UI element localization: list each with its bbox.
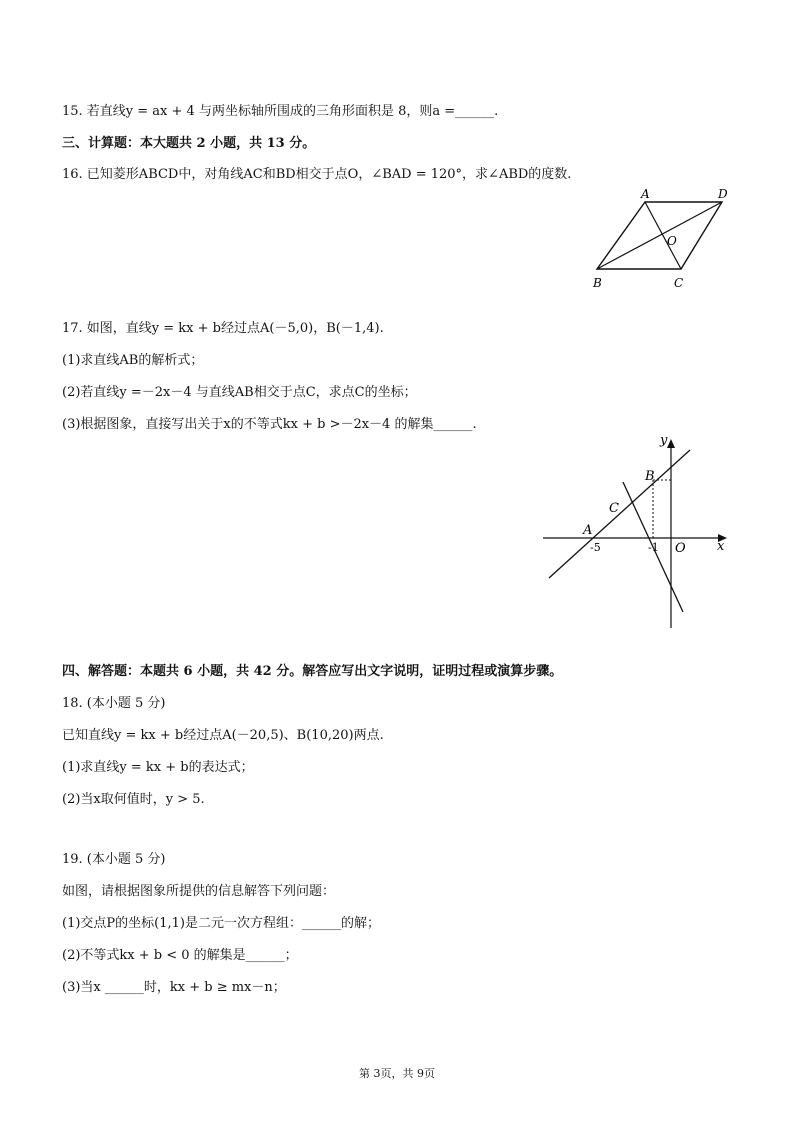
label-A: A <box>583 523 593 538</box>
label-D: D <box>718 187 728 201</box>
section4-heading: 四、解答题：本题共 6 小题，共 42 分。解答应写出文字说明，证明过程或演算步骤。 <box>62 664 563 679</box>
q18-stem: 已知直线y = kx + b经过点A(－20,5)、B(10,20)两点. <box>62 728 384 743</box>
label-O: O <box>667 234 677 248</box>
line-ab <box>549 450 690 578</box>
q19-part1: (1)交点P的坐标(1,1)是二元一次方程组：______的解； <box>62 916 380 931</box>
label-O: O <box>675 541 686 556</box>
label-C: C <box>609 501 619 516</box>
tick-minus1: -1 <box>648 541 659 554</box>
q17-part3: (3)根据图象，直接写出关于x的不等式kx + b >－2x－4 的解集______. <box>62 417 477 432</box>
q18-part2: (2)当x取何值时，y > 5. <box>62 792 205 807</box>
q17-part1: (1)求直线AB的解析式； <box>62 353 204 368</box>
tick-minus5: -5 <box>590 541 601 554</box>
label-A: A <box>641 187 650 201</box>
label-B: B <box>645 469 655 484</box>
label-B: B <box>593 276 602 290</box>
q18-head: 18. (本小题 5 分) <box>62 696 166 711</box>
q17-part2: (2)若直线y =－2x－4 与直线AB相交于点C，求点C的坐标； <box>62 385 417 400</box>
q19-part2: (2)不等式kx + b < 0 的解集是______； <box>62 948 298 963</box>
q16-text: 16. 已知菱形ABCD中，对角线AC和BD相交于点O，∠BAD = 120°，求∠ABD的度数. <box>62 167 572 182</box>
label-y: y <box>660 433 668 448</box>
y-axis-arrow <box>667 439 675 448</box>
line-graph-figure <box>535 430 735 635</box>
q18-part1: (1)求直线y = kx + b的表达式； <box>62 760 254 775</box>
rhombus-figure <box>585 185 735 295</box>
page-footer: 第 3页，共 9页 <box>359 1067 435 1080</box>
label-x: x <box>717 539 725 554</box>
label-C: C <box>674 276 684 290</box>
diagonal-bd <box>597 202 722 269</box>
q19-stem: 如图，请根据图象所提供的信息解答下列问题： <box>62 884 336 899</box>
q15-text: 15. 若直线y = ax + 4 与两坐标轴所围成的三角形面积是 8，则a =______. <box>62 104 499 119</box>
q19-head: 19. (本小题 5 分) <box>62 852 166 867</box>
q17-stem: 17. 如图，直线y = kx + b经过点A(－5,0)，B(－1,4). <box>62 321 384 336</box>
section3-heading: 三、计算题：本大题共 2 小题，共 13 分。 <box>62 136 316 151</box>
q19-part3: (3)当x ______时，kx + b ≥ mx－n； <box>62 980 286 995</box>
